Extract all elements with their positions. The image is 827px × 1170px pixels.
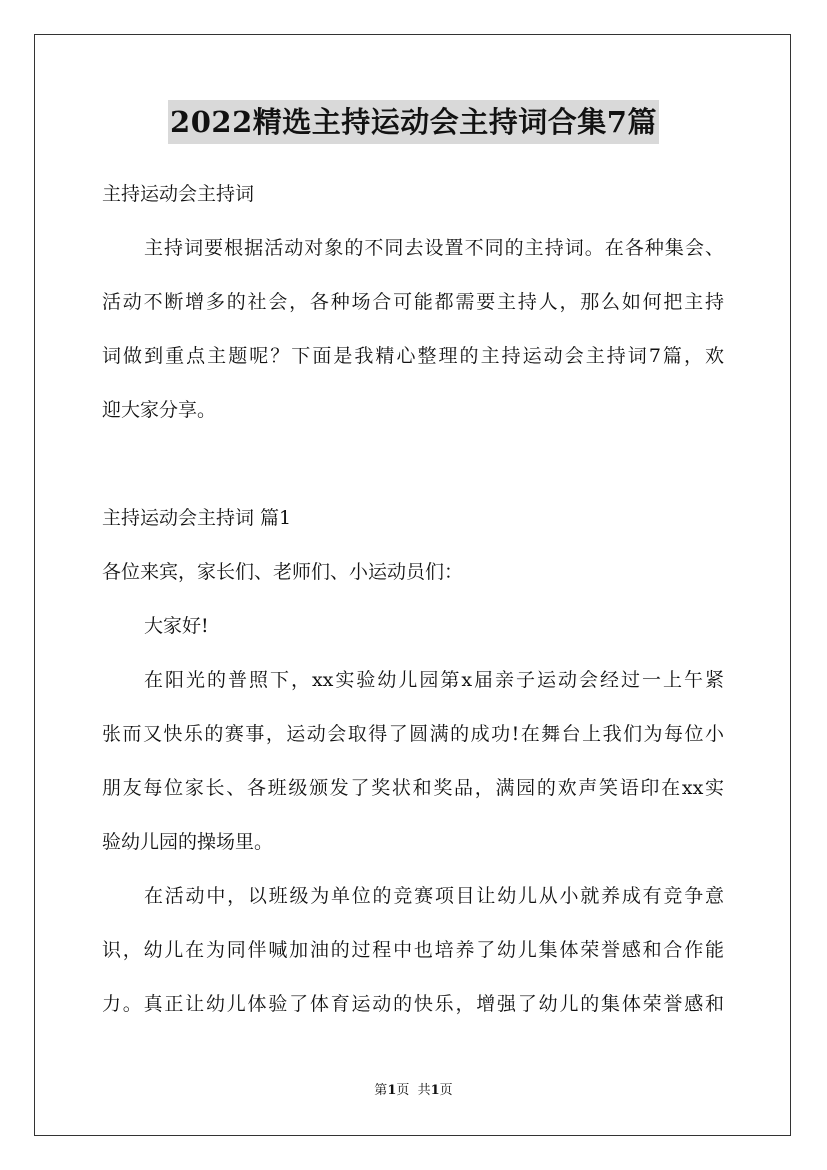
section-heading: 主持运动会主持词 篇1 [102,507,292,529]
paragraph1-line-4: 验幼儿园的操场里。 [102,831,274,853]
document-title-text: 2022精选主持运动会主持词合集7篇 [168,100,659,144]
footer-page-suffix: 页 [439,1083,453,1098]
footer-page-prefix: 第 [374,1083,388,1098]
paragraph1-line-2: 张而又快乐的赛事，运动会取得了圆满的成功!在舞台上我们为每位小 [102,723,724,745]
footer-page-number: 1 [387,1083,397,1098]
intro-line-4: 迎大家分享。 [102,399,217,421]
intro-line-2: 活动不断增多的社会，各种场合可能都需要主持人，那么如何把主持 [102,291,724,313]
footer-page-total: 1 [430,1083,440,1098]
intro-line-1: 主持词要根据活动对象的不同去设置不同的主持词。在各种集会、 [144,237,724,259]
paragraph2-line-1: 在活动中，以班级为单位的竞赛项目让幼儿从小就养成有竞争意 [144,885,724,907]
salutation: 各位来宾，家长们、老师们、小运动员们： [102,561,464,583]
page-footer [0,1082,827,1100]
footer-page-mid: 页 共 [396,1083,431,1098]
intro-line-3: 词做到重点主题呢？下面是我精心整理的主持运动会主持词7篇，欢 [102,345,724,367]
paragraph2-line-3: 力。真正让幼儿体验了体育运动的快乐，增强了幼儿的集体荣誉感和 [102,993,724,1015]
greeting: 大家好! [144,615,209,637]
document-subtitle: 主持运动会主持词 [102,183,255,205]
paragraph1-line-1: 在阳光的普照下，xx实验幼儿园第x届亲子运动会经过一上午紧 [144,669,724,691]
paragraph2-line-2: 识，幼儿在为同伴喊加油的过程中也培养了幼儿集体荣誉感和合作能 [102,939,724,961]
paragraph1-line-3: 朋友每位家长、各班级颁发了奖状和奖品，满园的欢声笑语印在xx实 [102,777,724,799]
document-title [0,100,827,144]
